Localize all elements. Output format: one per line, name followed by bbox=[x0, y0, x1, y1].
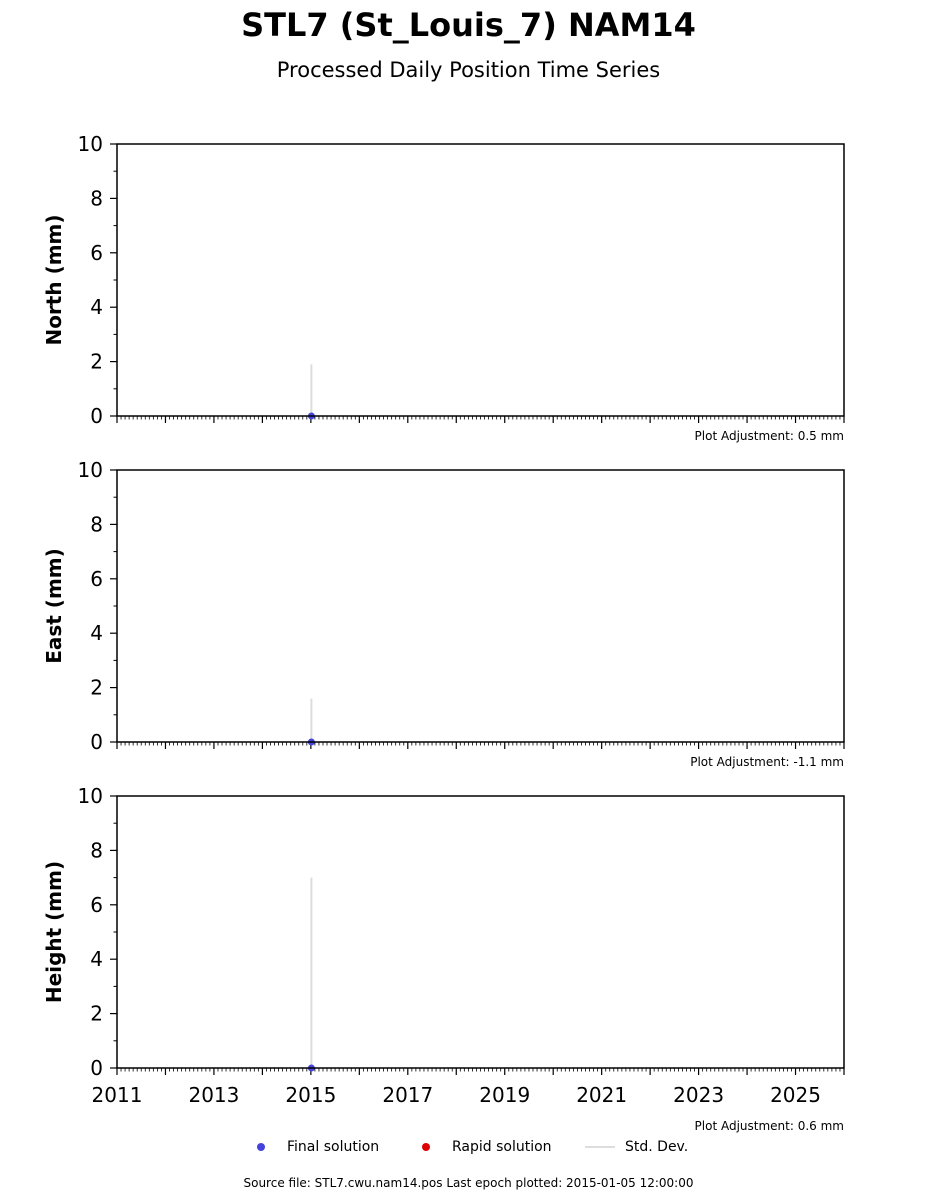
x-tick-label: 2015 bbox=[285, 1083, 337, 1107]
axes-frame bbox=[117, 144, 844, 416]
y-tick-label: 0 bbox=[90, 730, 103, 754]
y-tick-label: 2 bbox=[90, 1001, 103, 1026]
y-tick-label: 6 bbox=[90, 566, 103, 591]
rapid-solution-marker-icon bbox=[422, 1143, 430, 1151]
y-tick-label: 10 bbox=[77, 132, 103, 156]
x-tick-label: 2017 bbox=[382, 1083, 434, 1107]
y-tick-label: 2 bbox=[90, 675, 103, 700]
std-dev-line-icon bbox=[585, 1146, 615, 1148]
legend-label: Std. Dev. bbox=[625, 1139, 689, 1155]
y-tick-label: 4 bbox=[90, 947, 103, 972]
y-tick-label: 6 bbox=[90, 892, 103, 917]
x-tick-label: 2013 bbox=[188, 1083, 240, 1107]
y-tick-label: 6 bbox=[90, 240, 103, 265]
y-tick-label: 10 bbox=[77, 784, 103, 808]
plot-adjustment-label: Plot Adjustment: -1.1 mm bbox=[690, 755, 844, 769]
legend-label: Final solution bbox=[287, 1139, 380, 1155]
plot-adjustment-label: Plot Adjustment: 0.6 mm bbox=[694, 1119, 844, 1133]
legend-label: Rapid solution bbox=[452, 1139, 552, 1155]
chart-subtitle: Processed Daily Position Time Series bbox=[276, 58, 661, 82]
axes-frame bbox=[117, 796, 844, 1068]
y-axis-label: East (mm) bbox=[42, 548, 66, 664]
y-tick-label: 4 bbox=[90, 621, 103, 646]
x-tick-label: 2025 bbox=[770, 1083, 821, 1107]
y-tick-label: 2 bbox=[90, 349, 103, 374]
x-tick-label: 2023 bbox=[673, 1083, 725, 1107]
legend bbox=[0, 1138, 937, 1158]
y-tick-label: 4 bbox=[90, 295, 103, 320]
plot-adjustment-label: Plot Adjustment: 0.5 mm bbox=[694, 429, 844, 443]
x-tick-label: 2019 bbox=[479, 1083, 531, 1107]
y-tick-label: 0 bbox=[90, 404, 103, 428]
axes-frame bbox=[117, 470, 844, 742]
final-solution-marker-icon bbox=[257, 1143, 265, 1151]
y-tick-label: 8 bbox=[90, 186, 103, 211]
x-tick-label: 2011 bbox=[91, 1083, 143, 1107]
chart-title: STL7 (St_Louis_7) NAM14 bbox=[241, 6, 696, 44]
y-axis-label: Height (mm) bbox=[42, 860, 66, 1004]
y-tick-label: 8 bbox=[90, 512, 103, 537]
y-axis-label: North (mm) bbox=[42, 214, 66, 346]
x-tick-label: 2021 bbox=[576, 1083, 628, 1107]
y-tick-label: 0 bbox=[90, 1056, 103, 1080]
source-footer: Source file: STL7.cwu.nam14.pos Last epoch plotted: 2015-01-05 12:00:00 bbox=[243, 1176, 694, 1190]
y-tick-label: 10 bbox=[77, 458, 103, 482]
y-tick-label: 8 bbox=[90, 838, 103, 863]
